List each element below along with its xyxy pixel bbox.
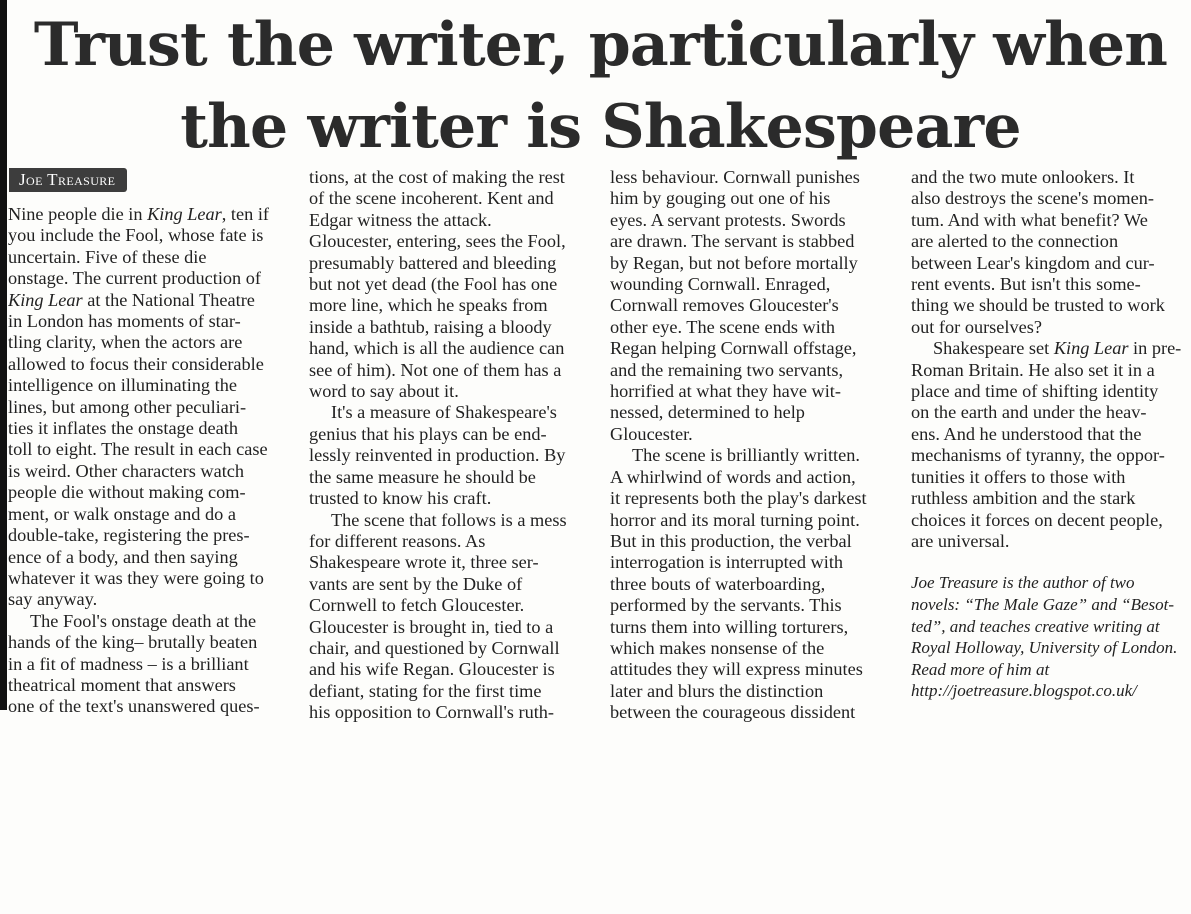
text-line: whatever it was they were going to <box>8 567 264 588</box>
text-line: ence of a body, and then saying <box>8 546 238 567</box>
text-line: tling clarity, when the actors are <box>8 332 243 353</box>
text-line: Gloucester is brought in, tied to a <box>309 616 554 637</box>
text-line: in London has moments of star- <box>8 311 241 332</box>
text-line: defiant, stating for the first time <box>309 680 542 701</box>
headline-line-2: the writer is Shakespeare <box>180 92 1021 162</box>
text-line: which makes nonsense of the <box>610 637 825 658</box>
text-line: allowed to focus their considerable <box>8 353 264 374</box>
text-line: you include the Fool, whose fate is <box>8 225 264 246</box>
text-line: hands of the king– brutally beaten <box>8 632 258 653</box>
text-line: King Lear <box>1053 338 1129 359</box>
text-line: ted”, and teaches creative writing at <box>911 616 1160 636</box>
article-column-2 <box>309 167 592 877</box>
text-line: Cornwell to fetch Gloucester. <box>309 595 525 616</box>
text-line: Read more of him at <box>911 659 1050 679</box>
text-line: thing we should be trusted to work <box>911 295 1165 316</box>
text-line: The scene is brilliantly written. <box>632 445 860 466</box>
text-line: his opposition to Cornwall's ruth- <box>309 702 555 723</box>
text-line: But in this production, the verbal <box>610 530 852 551</box>
text-line: toll to eight. The result in each case <box>8 439 268 460</box>
text-line: It's a measure of Shakespeare's <box>331 402 557 423</box>
paragraph <box>911 338 1191 552</box>
byline: Joe Treasure <box>9 168 127 192</box>
paragraph <box>610 167 893 445</box>
text-line: trusted to know his craft. <box>309 488 492 509</box>
text-line: lines, but among other peculiari- <box>8 396 247 417</box>
article-column-3 <box>610 167 893 877</box>
text-line: between Lear's kingdom and cur- <box>911 252 1155 273</box>
text-line: but not yet dead (the Fool has one <box>309 274 558 295</box>
text-line: less behaviour. Cornwall punishes <box>610 167 860 187</box>
text-line: and the remaining two servants, <box>610 359 844 380</box>
text-line: the same measure he should be <box>309 466 536 487</box>
text-line: place and time of shifting identity <box>911 381 1159 402</box>
text-line: performed by the servants. This <box>610 595 842 616</box>
text-line: wounding Cornwall. Enraged, <box>610 274 831 295</box>
text-line: double-take, registering the pres- <box>8 525 250 546</box>
text-line: King Lear <box>147 204 222 224</box>
text-line: The Fool's onstage death at the <box>30 610 257 631</box>
text-line: are alerted to the connection <box>911 231 1119 252</box>
headline <box>10 4 1191 168</box>
text-line: Cornwall removes Gloucester's <box>610 295 839 316</box>
text-line: tions, at the cost of making the rest <box>309 167 565 187</box>
text-line: are drawn. The servant is stabbed <box>610 231 855 252</box>
text-line: Shakespeare wrote it, three ser- <box>309 552 539 573</box>
text-line: by Regan, but not before mortally <box>610 252 858 273</box>
text-line: more line, which he speaks from <box>309 295 548 316</box>
text-line: are universal. <box>911 530 1010 551</box>
text-line: one of the text's unanswered ques- <box>8 696 260 717</box>
text-line: hand, which is all the audience can <box>309 338 565 359</box>
text-line: turns them into willing torturers, <box>610 616 849 637</box>
text-line: in a fit of madness – is a brilliant <box>8 653 249 674</box>
text-line: Edgar witness the attack. <box>309 209 492 230</box>
text-line: uncertain. Five of these die <box>8 246 207 267</box>
text-line: intelligence on illuminating the <box>8 375 237 396</box>
paragraph <box>8 611 291 718</box>
text-line: A whirlwind of words and action, <box>610 466 856 487</box>
text-line: word to say about it. <box>309 381 459 402</box>
headline-line-1: Trust the writer, particularly when <box>33 10 1168 80</box>
text-line: onstage. The current production of <box>8 268 261 289</box>
text-line: ens. And he understood that the <box>911 423 1142 444</box>
text-line: him by gouging out one of his <box>610 188 831 209</box>
text-line: Shakespeare set <box>933 338 1054 359</box>
left-edge-bar <box>0 0 7 710</box>
text-line: inside a bathtub, raising a bloody <box>309 316 552 337</box>
text-line: Roman Britain. He also set it in a <box>911 359 1155 380</box>
text-line: novels: “The Male Gaze” and “Besot- <box>911 594 1175 614</box>
text-line: tum. And with what benefit? We <box>911 209 1148 230</box>
text-line: genius that his plays can be end- <box>309 423 547 444</box>
text-line: later and blurs the distinction <box>610 680 824 701</box>
blog-link[interactable]: http://joetreasure.blogspot.co.uk/ <box>911 681 1137 701</box>
text-line: it represents both the play's darkest <box>610 488 867 509</box>
text-line: between the courageous dissident <box>610 702 856 723</box>
text-line: tunities it offers to those with <box>911 466 1126 487</box>
text-line: eyes. A servant protests. Swords <box>610 209 846 230</box>
text-line: interrogation is interrupted with <box>610 552 844 573</box>
text-line: rent events. But isn't this some- <box>911 274 1141 295</box>
text-line: also destroys the scene's momen- <box>911 188 1154 209</box>
text-line: and his wife Regan. Gloucester is <box>309 659 555 680</box>
text-line: other eye. The scene ends with <box>610 316 836 337</box>
text-line: is weird. Other characters watch <box>8 460 245 481</box>
text-line: The scene that follows is a mess <box>331 509 567 530</box>
author-bio <box>911 572 1191 702</box>
paragraph <box>309 167 592 402</box>
text-line: Nine people die in <box>8 204 148 224</box>
text-line: choices it forces on decent people, <box>911 509 1163 530</box>
paragraph <box>8 204 291 611</box>
article-column-1 <box>8 204 291 914</box>
text-line: out for ourselves? <box>911 316 1042 337</box>
text-line: Gloucester, entering, sees the Fool, <box>309 231 566 252</box>
paragraph <box>309 402 592 509</box>
text-line: presumably battered and bleeding <box>309 252 557 273</box>
text-line: chair, and questioned by Cornwall <box>309 637 560 658</box>
text-line: ment, or walk onstage and do a <box>8 503 236 524</box>
article-column-4 <box>911 167 1191 877</box>
paragraph <box>911 167 1191 338</box>
text-line: King Lear <box>8 289 83 310</box>
text-line: Gloucester. <box>610 423 693 444</box>
text-line: ruthless ambition and the stark <box>911 488 1136 509</box>
text-line: , ten if <box>221 204 269 224</box>
paragraph <box>610 445 893 723</box>
text-line: Regan helping Cornwall offstage, <box>610 338 857 359</box>
text-line: theatrical moment that answers <box>8 674 236 695</box>
text-line: ties it inflates the onstage death <box>8 418 238 439</box>
text-line: attitudes they will express minutes <box>610 659 863 680</box>
text-line: of the scene incoherent. Kent and <box>309 188 554 209</box>
text-line: Royal Holloway, University of London. <box>911 638 1178 658</box>
text-line: in pre- <box>1128 338 1182 359</box>
text-line: lessly reinvented in production. By <box>309 445 566 466</box>
text-line: three bouts of waterboarding, <box>610 573 826 594</box>
text-line: and the two mute onlookers. It <box>911 167 1135 187</box>
text-line: horror and its moral turning point. <box>610 509 860 530</box>
paragraph <box>309 510 592 724</box>
text-line: on the earth and under the heav- <box>911 402 1147 423</box>
text-line: vants are sent by the Duke of <box>309 573 523 594</box>
text-line: for different reasons. As <box>309 530 486 551</box>
text-line: at the National Theatre <box>82 289 255 310</box>
text-line: mechanisms of tyranny, the oppor- <box>911 445 1165 466</box>
text-line: people die without making com- <box>8 482 246 503</box>
text-line: nessed, determined to help <box>610 402 805 423</box>
text-line: Joe Treasure is the author of two <box>911 573 1135 593</box>
text-line: say anyway. <box>8 589 98 610</box>
text-line: horrified at what they have wit- <box>610 381 841 402</box>
text-line: see of him). Not one of them has a <box>309 359 562 380</box>
